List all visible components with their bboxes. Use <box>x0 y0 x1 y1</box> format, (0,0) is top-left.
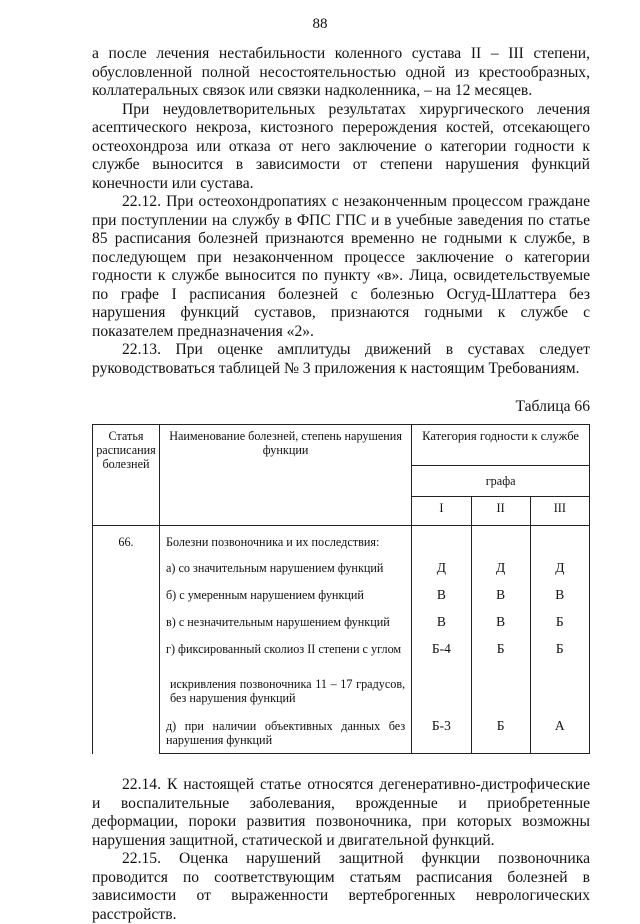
disease-table <box>92 424 590 754</box>
row-value: Б <box>471 642 530 669</box>
row-value <box>530 526 589 562</box>
table-row <box>93 561 590 588</box>
header-col-3: III <box>530 497 589 526</box>
table-caption: Таблица 66 <box>515 398 590 415</box>
row-value <box>412 669 471 711</box>
row-value: Б-3 <box>412 711 471 754</box>
row-value: Б <box>530 615 589 642</box>
header-category: Категория годности к службе <box>412 425 590 466</box>
page-number: 88 <box>312 16 328 32</box>
document-body <box>92 45 590 924</box>
paragraphs-before <box>92 45 590 378</box>
row-value: Б <box>471 711 530 754</box>
table-row <box>93 669 590 711</box>
article-number: 66. <box>93 526 160 754</box>
row-name: в) с незначительным нарушением функций <box>159 615 411 642</box>
row-value <box>412 526 471 562</box>
table-row <box>93 615 590 642</box>
row-value: В <box>530 588 589 615</box>
row-value <box>471 669 530 711</box>
row-value: Д <box>412 561 471 588</box>
header-grafa: графа <box>412 466 590 497</box>
header-article: Статья расписания болезней <box>93 425 160 526</box>
paragraph: 22.15. Оценка нарушений защитной функции позвоночника проводится по соответствующим статьям расписания болезней в зависимости от выраженности вертеброгенных неврологических расстройств. <box>92 850 590 923</box>
table-row <box>93 711 590 754</box>
row-value: Д <box>471 561 530 588</box>
row-value: Б-4 <box>412 642 471 669</box>
row-value: А <box>530 711 589 754</box>
row-value: Д <box>530 561 589 588</box>
row-name: б) с умеренным нарушением функций <box>159 588 411 615</box>
row-value: В <box>471 615 530 642</box>
header-name: Наименование болезней, степень нарушения функции <box>159 425 411 526</box>
table-row <box>93 526 590 562</box>
row-name: Болезни позвоночника и их последствия: <box>159 526 411 562</box>
row-value: В <box>412 588 471 615</box>
row-value: В <box>471 588 530 615</box>
paragraph: 22.14. К настоящей статье относятся дегенеративно-дистрофические и воспалительные заболевания, врожденные и приобретенные деформации, пороки развития позвоночника, при которых возможны нарушения защитной, статической и двигательной функций. <box>92 776 590 849</box>
table-row <box>93 588 590 615</box>
paragraph: При неудовлетворительных результатах хирургического лечения асептического некроза, кистозного перерождения костей, отсекающего остеохондроза или отказа от него заключение о категории годности к службе выносится в зависимости от степени нарушения функций конечности или сустава. <box>92 100 590 192</box>
paragraphs-after <box>92 776 590 924</box>
row-value <box>471 526 530 562</box>
header-col-1: I <box>412 497 471 526</box>
paragraph: 22.12. При остеохондропатиях с незаконченным процессом граждане при поступлении на службу в ФПС ГПС и в учебные заведения по статье 85 расписания болезней признаются временно не годными к службе, в последующем при незаконченном процессе заключение о категории годности к службе выносится по пункту «в». Лица, освидетельствуемые по графе I расписания болезней с болезнью Осгуд-Шлаттера без нарушения функций суставов, признаются годными к службе с показателем предназначения «2». <box>92 193 590 340</box>
row-name: искривления позвоночника 11 – 17 градусов, без нарушения функций <box>159 669 411 711</box>
paragraph: а после лечения нестабильности коленного сустава II – III степени, обусловленной полной несостоятельностью одной из крестообразных, коллатеральных связок или связки надколенника, – на 12 месяцев. <box>92 45 590 99</box>
row-value: Б <box>530 642 589 669</box>
row-name: а) со значительным нарушением функций <box>159 561 411 588</box>
row-name: д) при наличии объективных данных без нарушения функций <box>159 711 411 754</box>
paragraph: 22.13. При оценке амплитуды движений в суставах следует руководствоваться таблицей № 3 приложения к настоящим Требованиям. <box>92 341 590 377</box>
header-col-2: II <box>471 497 530 526</box>
row-name: г) фиксированный сколиоз II степени с углом <box>159 642 411 669</box>
row-value: В <box>412 615 471 642</box>
table-row <box>93 642 590 669</box>
row-value <box>530 669 589 711</box>
